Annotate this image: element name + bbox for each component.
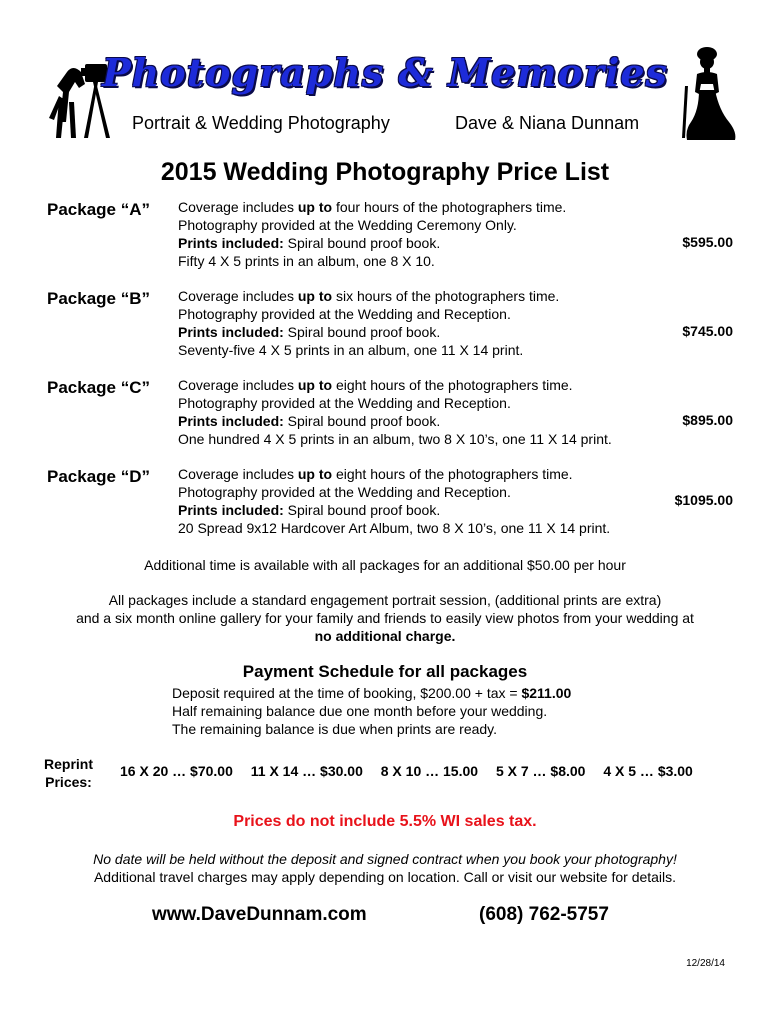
payment-details: Deposit required at the time of booking, $200.00 + tax = $211.00 Half remaining balance due one month before your wedding. The remaining balance is due when prints are ready. (172, 685, 572, 737)
right-subtitle: Dave & Niana Dunnam (455, 113, 640, 133)
reprint-prices (120, 763, 693, 779)
package-b-details: Coverage includes up to six hours of the photographers time. Photography provided at the Wedding and Reception. Prints included: Spiral bound proof book. Seventy-five 4 X 5 prints in an album, one 11 X 14 print. (178, 288, 560, 358)
document-date: 12/28/14 (686, 958, 725, 969)
payment-heading: Payment Schedule for all packages (242, 662, 528, 681)
website-link[interactable]: www.DaveDunnam.com (152, 904, 367, 925)
package-a-details: Coverage includes up to four hours of the photographers time. Photography provided at the Wedding Ceremony Only. Prints included: Spiral bound proof book. Fifty 4 X 5 prints in an album, one 8 X 10. (178, 199, 567, 269)
reprint-label: Reprint Prices: (44, 756, 93, 790)
reprint-item: 8 X 10 … 15.00 (380, 763, 479, 779)
package-d-details: Coverage includes up to eight hours of the photographers time. Photography provided at the Wedding and Reception. Prints included: Spiral bound proof book. 20 Spread 9x12 Hardcover Art Album, two 8 X 10’s, one 11 X 14 print. (178, 466, 611, 536)
package-c-price: $895.00 (682, 412, 733, 428)
tax-notice: Prices do not include 5.5% WI sales tax. (233, 813, 537, 830)
reprint-item: 11 X 14 … $30.00 (250, 763, 363, 779)
package-b-name: Package “B” (47, 289, 150, 308)
page-title: 2015 Wedding Photography Price List (160, 158, 610, 186)
package-d-price: $1095.00 (674, 492, 733, 508)
engagement-note: All packages include a standard engagement portrait session, (additional prints are extra) and a six month online gallery for your family and friends to easily view photos from your wedding at no additional charge. (76, 592, 694, 644)
additional-time-note: Additional time is available with all packages for an additional $50.00 per hour (144, 557, 626, 573)
package-c-name: Package “C” (47, 378, 150, 397)
package-a-price: $595.00 (682, 234, 733, 250)
logo-text: Photographs & Memories (102, 50, 668, 95)
package-c-details: Coverage includes up to eight hours of the photographers time. Photography provided at the Wedding and Reception. Prints included: Spiral bound proof book. One hundred 4 X 5 prints in an album, two 8 X 10’s, one 11 X 14 print. (178, 377, 612, 447)
booking-notes: No date will be held without the deposit and signed contract when you book your photography! Additional travel charges may apply depending on location. Call or visit our website for details. (93, 851, 677, 885)
package-b-price: $745.00 (682, 323, 733, 339)
reprint-item: 4 X 5 … $3.00 (603, 763, 693, 779)
reprint-item: 5 X 7 … $8.00 (495, 763, 586, 779)
package-d-name: Package “D” (47, 467, 150, 486)
reprint-item: 16 X 20 … $70.00 (120, 763, 233, 779)
left-subtitle: Portrait & Wedding Photography (132, 113, 390, 133)
package-a-name: Package “A” (47, 200, 150, 219)
phone-number: (608) 762-5757 (479, 904, 609, 925)
